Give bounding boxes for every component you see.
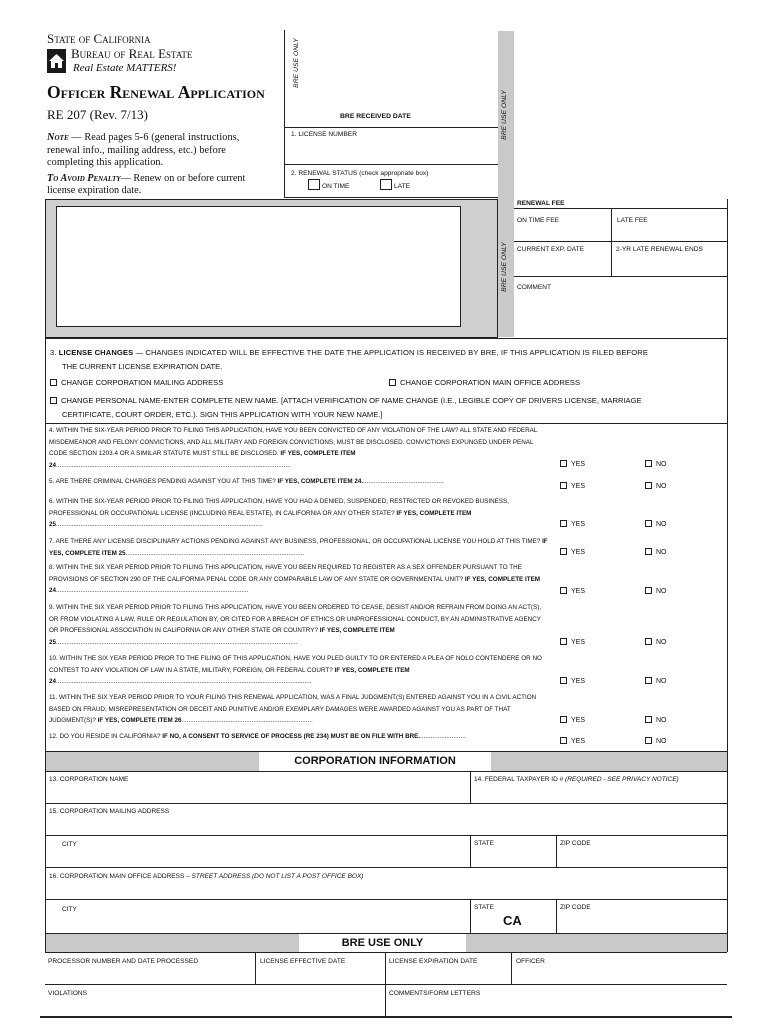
question-5: 5. ARE THERE CRIMINAL CHARGES PENDING AGAINST YOU AT THIS TIME? IF YES, COMPLETE ITEM 24............................................... [49,478,444,485]
bureau-name: Bureau of Real Estate [71,46,193,61]
comment-label: COMMENT [517,284,552,291]
fein-field[interactable]: 14. FEDERAL TAXPAYER ID # (REQUIRED - SEE PRIVACY NOTICE) [474,776,679,783]
question-10: 10. WITHIN THE SIX YEAR PERIOD PRIOR TO THE FILING OF THIS APPLICATION, HAVE YOU PLED GUILTY TO OR ENTERED A PLEA OF NOLO CONTENDERE OR NO CONTEST TO ANY VIOLATION OF LAW IN A STATE, MILITARY, FOREIGN, OR FEDERAL COURT? IF YES, COMPLETE ITEM 24.................................................................................................................................................. [49,655,542,686]
bre-logo [47,49,66,73]
state-field-2[interactable]: STATE [474,904,494,911]
late-fee-label: LATE FEE [617,217,648,224]
q11-yes[interactable]: YES [560,716,585,724]
expiration-date-label: LICENSE EXPIRATION DATE [389,958,478,965]
zip-field-2[interactable]: ZIP CODE [560,904,591,911]
effective-date-label: LICENSE EFFECTIVE DATE [260,958,346,965]
late-checkbox[interactable]: LATE [380,179,410,190]
change-name-option-2: CERTIFICATE, COURT ORDER, ETC.). SIGN THIS APPLICATION WITH YOUR NEW NAME.] [62,410,383,419]
change-main-office-option[interactable]: CHANGE CORPORATION MAIN OFFICE ADDRESS [389,378,580,387]
q4-no[interactable]: NO [645,460,667,468]
q10-yes[interactable]: YES [560,677,585,685]
question-8: 8. WITHIN THE SIX YEAR PERIOD PRIOR TO FILING THIS APPLICATION, HAVE YOU BEEN REQUIRED TO REGISTER AS A SEX OFFENDER PURSUANT TO THE PROVISIONS OF SECTION 290 OF THE CALIFORNIA PENAL CODE OR ANY COMPARABLE LAW OF ANY STATE OR GOVERNMENTAL UNIT? IF YES, COMPLETE ITEM 24.............................................................................................................. [49,564,541,595]
question-6: 6. WITHIN THE SIX-YEAR PERIOD PRIOR TO FILING THIS APPLICATION, HAVE YOU HAD A DENIED, SUSPENDED, RESTRICTED OR REVOKED BUSINESS, PROFESSIONAL OR OCCUPATIONAL LICENSE (INCLUDING REAL ESTATE), IN CALIFORNIA OR ANY OTHER STATE? IF YES, COMPLETE ITEM 25...................................................................................................................... [49,498,510,529]
tagline: Real Estate MATTERS! [73,62,177,74]
change-mailing-option[interactable]: CHANGE CORPORATION MAILING ADDRESS [50,378,223,387]
q9-yes[interactable]: YES [560,638,585,646]
q9-no[interactable]: NO [645,638,667,646]
on-time-checkbox[interactable]: ON TIME [308,179,349,190]
q7-no[interactable]: NO [645,548,667,556]
renewal-status-label: 2. RENEWAL STATUS (check appropriate box) [291,170,429,177]
q7-yes[interactable]: YES [560,548,585,556]
q5-yes[interactable]: YES [560,482,585,490]
form-title: Officer Renewal Application [47,82,265,102]
on-time-fee-label: ON TIME FEE [517,217,560,224]
corp-name-field[interactable]: 13. CORPORATION NAME [49,776,129,783]
q10-no[interactable]: NO [645,677,667,685]
q5-no[interactable]: NO [645,482,667,490]
state-name: State of California [47,31,151,46]
question-7: 7. ARE THERE ANY LICENSE DISCIPLINARY ACTIONS PENDING AGAINST ANY BUSINESS, PROFESSIONAL, OR OCCUPATIONAL LICENSE YOU HOLD AT THIS TIME? IF YES, COMPLETE ITEM 25...................................................................................................... [49,538,548,557]
q6-no[interactable]: NO [645,520,667,528]
violations-label: VIOLATIONS [48,990,88,997]
question-9: 9. WITHIN THE SIX YEAR PERIOD PRIOR TO FILING THIS APPLICATION, HAVE YOU BEEN ORDERED TO CEASE, DESIST AND/OR REFRAIN FROM DOING AN ACT(S), OR FROM VIOLATING A LAW, RULE OR REGULATION BY, OR CITED FOR A BREACH OF ETHICS OR UNPROFESSIONAL CONDUCT, BY AN ADMINISTRATIVE AGENCY OR PROFESSIONAL ASSOCIATION IN CALIFORNIA OR ANY OTHER STATE OR COUNTRY? IF YES, COMPLETE ITEM 25.......................................................................................................................................... [49,604,542,646]
q4-yes[interactable]: YES [560,460,585,468]
processor-label: PROCESSOR NUMBER AND DATE PROCESSED [48,958,199,965]
bre-use-only-label-right: BRE USE ONLY [501,90,508,140]
mailing-address-box[interactable] [56,206,461,327]
bre-received-date: BRE RECEIVED DATE [340,113,411,120]
question-4: 4. WITHIN THE SIX-YEAR PERIOD PRIOR TO FILING THIS APPLICATION, HAVE YOU BEEN CONVICTED OF ANY VIOLATION OF THE LAW? ALL STATE AND FEDERAL MISDEMEANOR AND FELONY CONVICTIONS, AND ALL MILITARY AND FOREIGN CONVICTIONS, MUST BE DISCLOSED. CONVICTIONS EXPUNGED UNDER PENAL CODE SECTION 1203.4 OR A SIMILAR STATUTE MUST STILL BE DISCLOSED. IF YES, COMPLETE ITEM 24...................................................................................................................................... [49,427,538,469]
comments-label: COMMENTS/FORM LETTERS [389,990,481,997]
q8-yes[interactable]: YES [560,587,585,595]
renewal-fee-label: RENEWAL FEE [517,200,565,207]
current-exp-date-label: CURRENT EXP. DATE [517,246,585,253]
license-changes-heading-2: THE CURRENT LICENSE EXPIRATION DATE. [62,362,223,371]
bre-use-only-label-right2: BRE USE ONLY [501,242,508,292]
license-changes-heading: 3. LICENSE CHANGES — CHANGES INDICATED WILL BE EFFECTIVE THE DATE THE APPLICATION IS RECEIVED BY BRE, IF THIS APPLICATION IS FILED BEFORE [50,348,649,357]
q12-yes[interactable]: YES [560,737,585,745]
q8-no[interactable]: NO [645,587,667,595]
q12-no[interactable]: NO [645,737,667,745]
penalty-text: To Avoid Penalty— Renew on or before current license expiration date. [47,173,246,196]
city-field[interactable]: CITY [62,841,77,848]
q11-no[interactable]: NO [645,716,667,724]
question-12: 12. DO YOU RESIDE IN CALIFORNIA? IF NO, A CONSENT TO SERVICE OF PROCESS (RE 234) MUST BE ON FILE WITH BRE........................... [49,733,466,740]
change-name-option[interactable]: CHANGE PERSONAL NAME-ENTER COMPLETE NEW NAME. [ATTACH VERIFICATION OF NAME CHANGE (I.E., LEGIBLE COPY OF DRIVERS LICENSE, MARRIAGE [50,396,642,405]
corp-mailing-field[interactable]: 15. CORPORATION MAILING ADDRESS [49,808,170,815]
form-number: RE 207 (Rev. 7/13) [47,107,148,122]
zip-field[interactable]: ZIP CODE [560,840,591,847]
officer-label: OFFICER [516,958,545,965]
state-field[interactable]: STATE [474,840,494,847]
state-value: CA [503,913,522,928]
license-number-label: 1. LICENSE NUMBER [291,131,357,138]
bre-use-only-heading: BRE USE ONLY [341,937,424,949]
city-field-2[interactable]: CITY [62,906,77,913]
corp-main-office-field[interactable]: 16. CORPORATION MAIN OFFICE ADDRESS – STREET ADDRESS (DO NOT LIST A POST OFFICE BOX) [49,873,364,880]
note-text: Note — Read pages 5-6 (general instructions, renewal info., mailing address, etc.) before completing this application. [47,132,240,168]
bre-use-only-label: BRE USE ONLY [293,38,300,88]
q6-yes[interactable]: YES [560,520,585,528]
late-renewal-ends-label: 2-YR LATE RENEWAL ENDS [616,246,703,253]
corp-info-heading: CORPORATION INFORMATION [294,755,456,767]
question-11: 11. WITHIN THE SIX YEAR PERIOD PRIOR TO YOUR FILING THIS RENEWAL APPLICATION, WAS A FINAL JUDGMENT(S) ENTERED AGAINST YOU IN A CIVIL ACTION BASED ON FRAUD, MISREPRESENTATION OR DECEIT AND PUNITIVE AND/OR EXEMPLARY DAMAGES WERE AWARDED AGAINST YOU AS PART OF THAT JUDGMENT(S)? IF YES, COMPLETE ITEM 26........................................................................... [49,694,537,725]
